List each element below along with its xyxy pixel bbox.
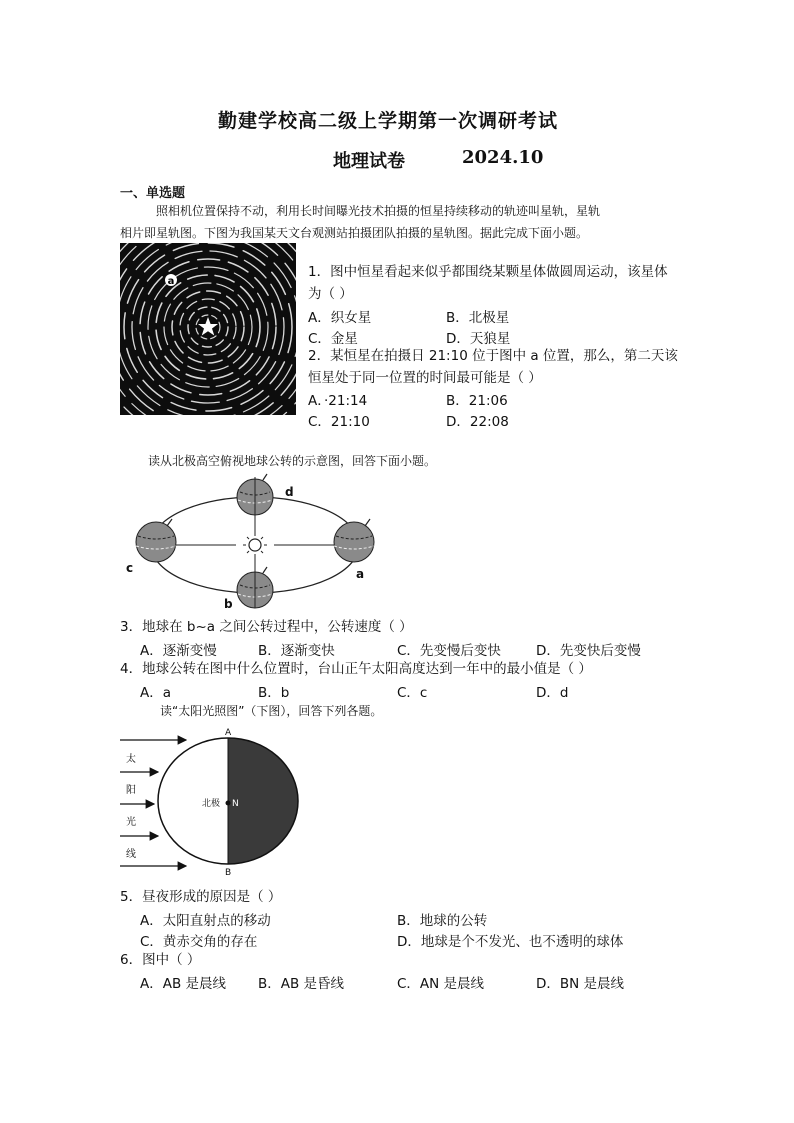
sun-icon (243, 533, 267, 557)
north-pole-dot (226, 801, 231, 806)
passage-2: 读从北极高空俯视地球公转的示意图，回答下面小题。 (148, 454, 437, 468)
q5-option-b[interactable]: B．地球的公转 (397, 913, 488, 929)
point-n-label: N (232, 799, 239, 809)
point-b-label: B (225, 868, 232, 876)
orbit-label-a: a (356, 567, 365, 581)
q1-stem-2: 为（ ） (308, 286, 353, 302)
q5-option-c[interactable]: C．黄赤交角的存在 (140, 934, 258, 950)
passage-3: 读“太阳光照图”（下图），回答下列各题。 (160, 704, 383, 718)
q1-option-b[interactable]: B．北极星 (446, 310, 510, 326)
q4-option-d[interactable]: D．d (536, 685, 569, 701)
sun-ray-char-3: 光 (126, 817, 136, 828)
star-trail-photo (120, 243, 296, 415)
passage-1-line-2: 相片即星轨图。下图为我国某天文台观测站拍摄团队拍摄的星轨图。据此完成下面小题。 (120, 226, 589, 240)
sun-ray-char-1: 太 (126, 754, 136, 765)
q1-stem-1: 1．图中恒星看起来似乎都围绕某颗星体做圆周运动，该星体 (308, 264, 668, 280)
q6-option-a[interactable]: A．AB 是晨线 (140, 976, 227, 992)
passage-1-line-1: 照相机位置保持不动，利用长时间曝光技术拍摄的恒星持续移动的轨迹叫星轨，星轨 (156, 204, 601, 218)
q2-stem-2: 恒星处于同一位置的时间最可能是（ ） (308, 370, 542, 386)
q4-stem: 4．地球公转在图中什么位置时，台山正午太阳高度达到一年中的最小值是（ ） (120, 661, 592, 677)
q1-option-c[interactable]: C．金星 (308, 331, 358, 347)
q3-option-b[interactable]: B．逐渐变快 (258, 643, 335, 659)
orbit-label-d: d (285, 485, 294, 499)
sun-ray-char-4: 线 (126, 849, 136, 860)
q2-stem-1: 2．某恒星在拍摄日 21:10 位于图中 a 位置，那么，第二天该 (308, 348, 678, 364)
section-heading: 一、单选题 (120, 186, 186, 201)
q6-stem: 6．图中（ ） (120, 952, 201, 968)
orbit-diagram (118, 472, 390, 614)
orbit-label-b: b (224, 597, 233, 611)
orbit-label-c: c (126, 561, 134, 575)
point-a-label: A (225, 728, 232, 738)
q5-stem: 5．昼夜形成的原因是（ ） (120, 889, 282, 905)
earth-position-a (334, 519, 374, 562)
q2-option-b[interactable]: B．21:06 (446, 393, 508, 409)
q3-stem: 3．地球在 b~a 之间公转过程中，公转速度（ ） (120, 619, 413, 635)
q6-option-b[interactable]: B．AB 是昏线 (258, 976, 345, 992)
q5-option-d[interactable]: D．地球是个不发光、也不透明的球体 (397, 934, 624, 950)
q4-option-c[interactable]: C．c (397, 685, 428, 701)
q6-option-d[interactable]: D．BN 是晨线 (536, 976, 625, 992)
q4-option-b[interactable]: B．b (258, 685, 290, 701)
sunlight-diagram (118, 726, 304, 876)
q2-option-c[interactable]: C．21:10 (308, 414, 370, 430)
q5-option-a[interactable]: A．太阳直射点的移动 (140, 913, 271, 929)
exam-date: 2024.10 (462, 147, 544, 168)
q1-option-a[interactable]: A．织女星 (308, 310, 372, 326)
q1-option-d[interactable]: D．天狼星 (446, 331, 511, 347)
q2-option-a[interactable]: A．·21:14 (308, 393, 368, 409)
earth-position-d (237, 474, 273, 517)
q6-option-c[interactable]: C．AN 是晨线 (397, 976, 485, 992)
exam-subject: 地理试卷 (333, 151, 405, 172)
earth-position-b (237, 567, 273, 608)
photo-label-a: a (167, 276, 175, 287)
q4-option-a[interactable]: A．a (140, 685, 172, 701)
earth-position-c (136, 519, 176, 562)
q3-option-d[interactable]: D．先变快后变慢 (536, 643, 641, 659)
q3-option-c[interactable]: C．先变慢后变快 (397, 643, 501, 659)
q2-option-d[interactable]: D．22:08 (446, 414, 509, 430)
north-pole-label: 北极 (202, 799, 221, 809)
exam-title: 勤建学校高二级上学期第一次调研考试 (218, 110, 559, 132)
q3-option-a[interactable]: A．逐渐变慢 (140, 643, 217, 659)
sun-ray-char-2: 阳 (126, 785, 136, 796)
